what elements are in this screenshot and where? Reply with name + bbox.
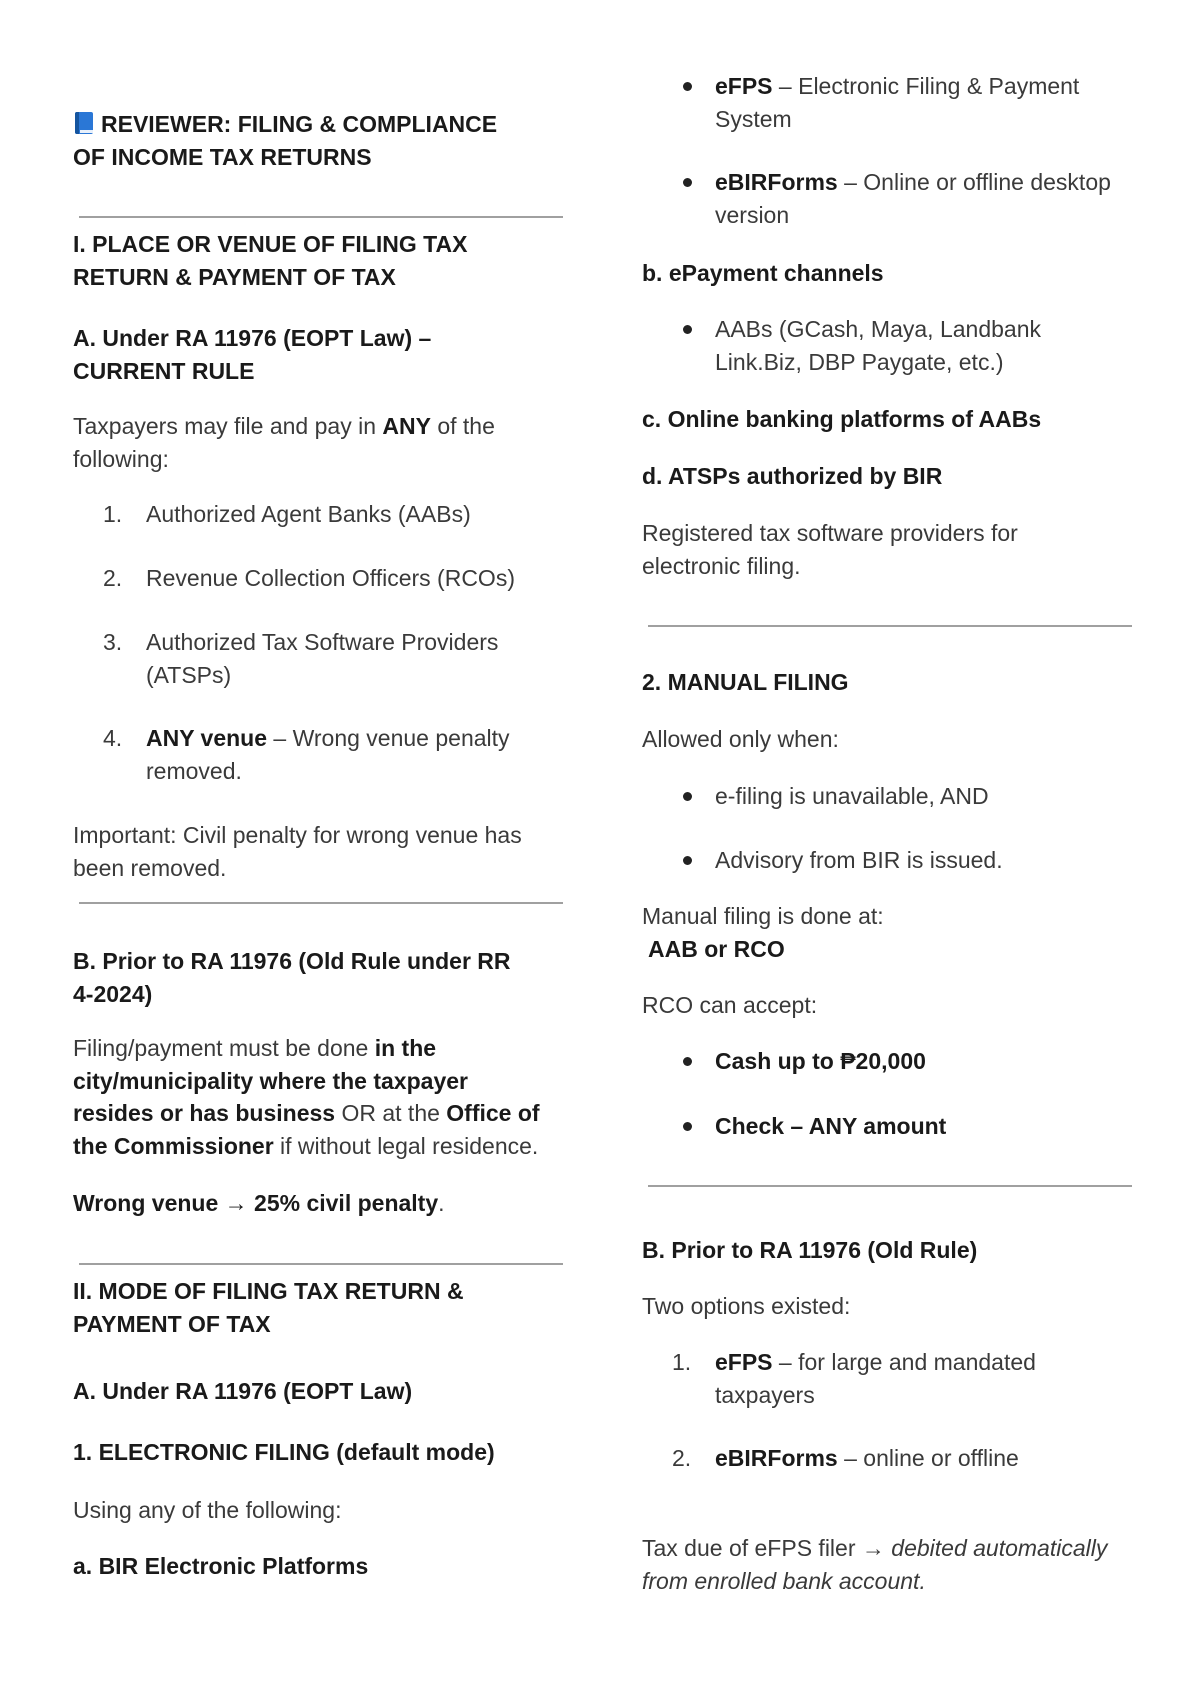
document-title: REVIEWER: FILING & COMPLIANCE OF INCOME TAX RETURNS <box>73 111 498 170</box>
divider <box>648 625 1132 627</box>
bullet <box>683 82 692 91</box>
bir-platforms-heading: a. BIR Electronic Platforms <box>73 1553 369 1579</box>
bullet <box>683 856 692 865</box>
bullet <box>683 1057 692 1066</box>
online-banking-heading: c. Online banking platforms of AABs <box>642 406 1042 432</box>
two-options-text: Two options existed: <box>642 1293 851 1319</box>
allowed-text: Allowed only when: <box>642 726 839 752</box>
manual-filing-heading: 2. MANUAL FILING <box>642 669 849 695</box>
atsps-heading: d. ATSPs authorized by BIR <box>642 463 943 489</box>
bullet <box>683 325 692 334</box>
wrong-venue-penalty: Wrong venue → 25% civil penalty. <box>73 1190 445 1216</box>
important-note: Important: Civil penalty for wrong venue has been removed. <box>73 822 522 881</box>
divider <box>79 216 563 218</box>
section-2-heading: II. MODE OF FILING TAX RETURN & PAYMENT OF TAX <box>73 1278 464 1337</box>
using-text: Using any of the following: <box>73 1497 342 1523</box>
epayment-heading: b. ePayment channels <box>642 260 884 286</box>
section-2a-heading: A. Under RA 11976 (EOPT Law) <box>73 1378 413 1404</box>
rco-accept-text: RCO can accept: <box>642 992 818 1018</box>
bullet <box>683 792 692 801</box>
divider <box>648 1185 1132 1187</box>
electronic-filing-heading: 1. ELECTRONIC FILING (default mode) <box>73 1439 495 1465</box>
blue-book-icon <box>73 111 95 135</box>
section-1a-heading: A. Under RA 11976 (EOPT Law) – CURRENT RULE <box>73 325 432 384</box>
section-1b-heading: B. Prior to RA 11976 (Old Rule under RR 4-2024) <box>73 948 511 1007</box>
divider <box>79 902 563 904</box>
section-2b-heading: B. Prior to RA 11976 (Old Rule) <box>642 1237 978 1263</box>
manual-done-at: Manual filing is done at: AAB or RCO <box>642 903 884 962</box>
section-1a-intro: Taxpayers may file and pay in ANY of the following: <box>73 413 495 472</box>
section-1-heading: I. PLACE OR VENUE OF FILING TAX RETURN & PAYMENT OF TAX <box>73 231 468 290</box>
tax-due-text: Tax due of eFPS filer → debited automatically from enrolled bank account. <box>642 1535 1108 1594</box>
atsps-text: Registered tax software providers for electronic filing. <box>642 520 1018 579</box>
bullet <box>683 1122 692 1131</box>
bullet <box>683 178 692 187</box>
section-1b-paragraph: Filing/payment must be done in the city/municipality where the taxpayer resides or has business OR at the Office of the Commissioner if without legal residence. <box>73 1035 540 1159</box>
divider <box>79 1263 563 1265</box>
